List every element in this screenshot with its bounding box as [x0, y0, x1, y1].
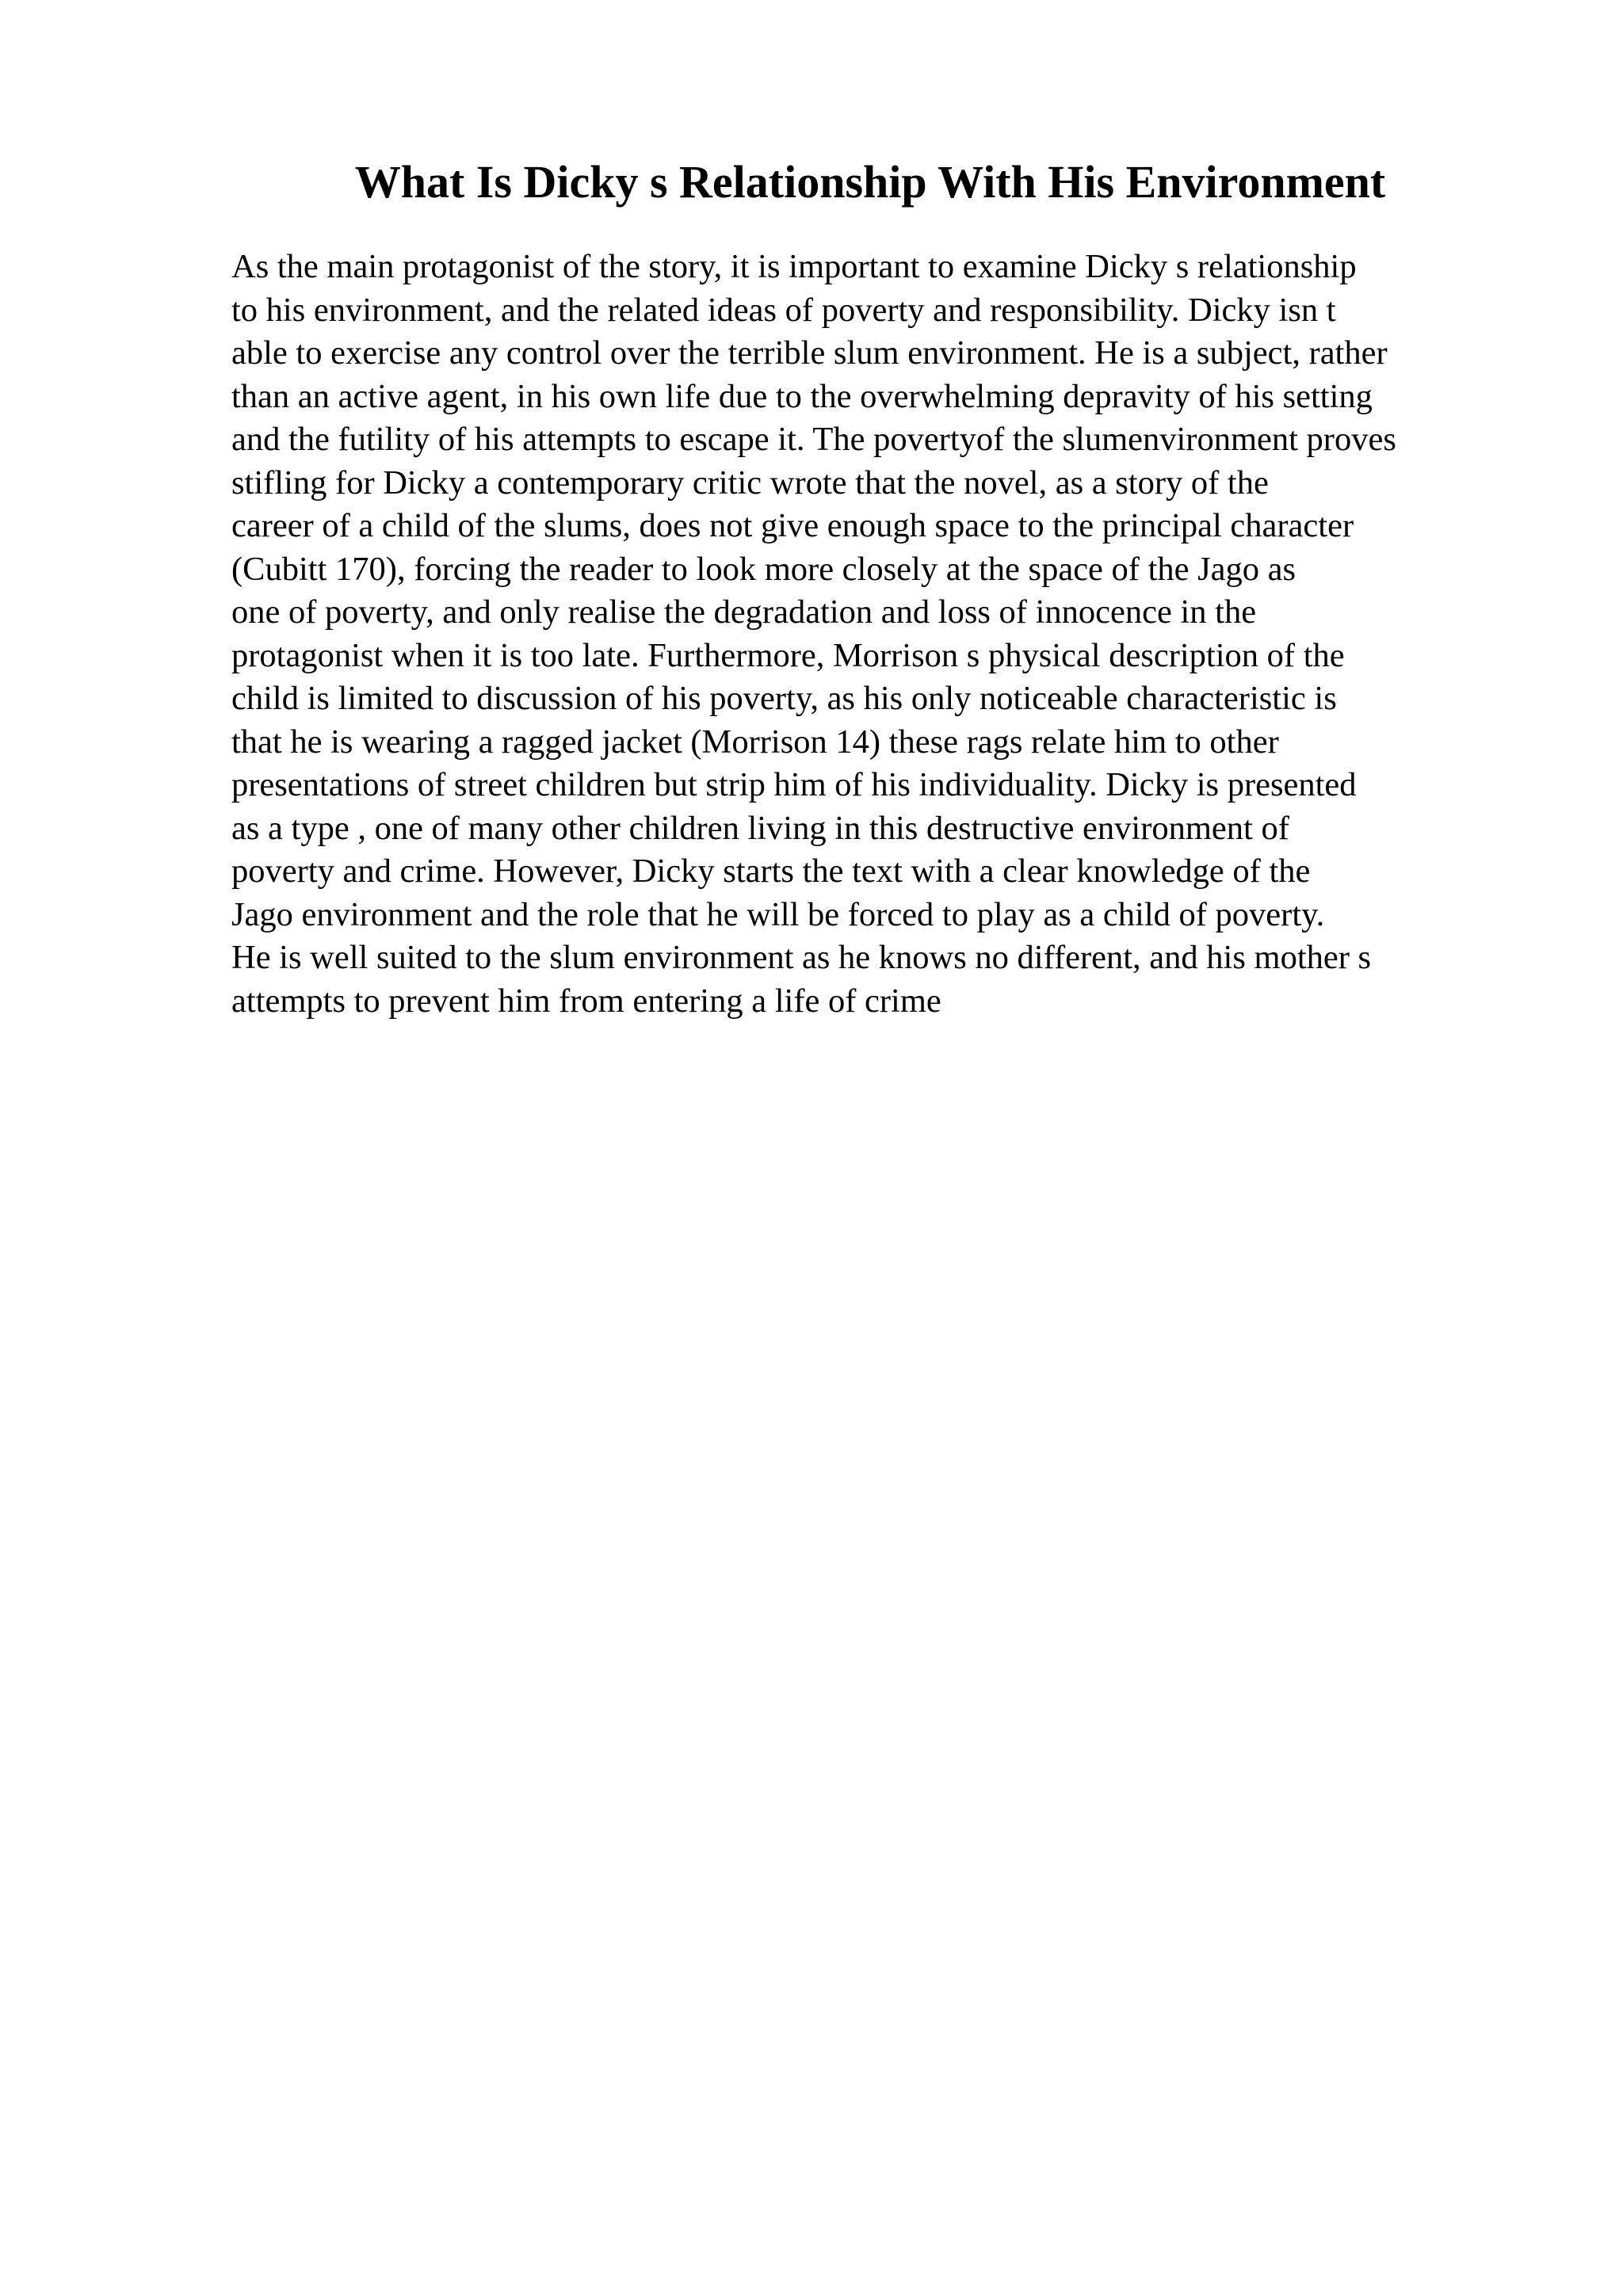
- body-line: poverty and crime. However, Dicky starts the text with a clear knowledge of the: [231, 852, 1311, 890]
- body-line: child is limited to discussion of his poverty, as his only noticeable characteristic is: [231, 680, 1337, 717]
- body-line: Jago environment and the role that he will be forced to play as a child of poverty.: [231, 895, 1325, 933]
- body-line: protagonist when it is too late. Furthermore, Morrison s physical description of the: [231, 636, 1345, 674]
- body-line: than an active agent, in his own life due to the overwhelming depravity of his setting: [231, 377, 1373, 415]
- body-line: as a type , one of many other children living in this destructive environment of: [231, 809, 1289, 847]
- document-body: [231, 246, 1531, 1023]
- body-line: that he is wearing a ragged jacket (Morrison 14) these rags relate him to other: [231, 723, 1279, 761]
- body-line: and the futility of his attempts to escape it. The povertyof the slumenvironment proves: [231, 421, 1396, 458]
- body-line: He is well suited to the slum environment as he knows no different, and his mother s: [231, 939, 1372, 976]
- body-line: presentations of street children but strip him of his individuality. Dicky is presented: [231, 766, 1357, 803]
- document-title: What Is Dicky s Relationship With His Environment: [354, 156, 1386, 208]
- body-line: (Cubitt 170), forcing the reader to look more closely at the space of the Jago as: [231, 550, 1296, 588]
- body-line: career of a child of the slums, does not give enough space to the principal character: [231, 507, 1354, 544]
- body-line: attempts to prevent him from entering a life of crime: [231, 982, 941, 1020]
- body-line: one of poverty, and only realise the degradation and loss of innocence in the: [231, 593, 1257, 631]
- body-line: to his environment, and the related ideas of poverty and responsibility. Dicky isn t: [231, 291, 1336, 329]
- body-line: able to exercise any control over the terrible slum environment. He is a subject, rather: [231, 334, 1388, 372]
- body-line: As the main protagonist of the story, it is important to examine Dicky s relationship: [231, 248, 1357, 285]
- body-line: stifling for Dicky a contemporary critic wrote that the novel, as a story of the: [231, 463, 1269, 502]
